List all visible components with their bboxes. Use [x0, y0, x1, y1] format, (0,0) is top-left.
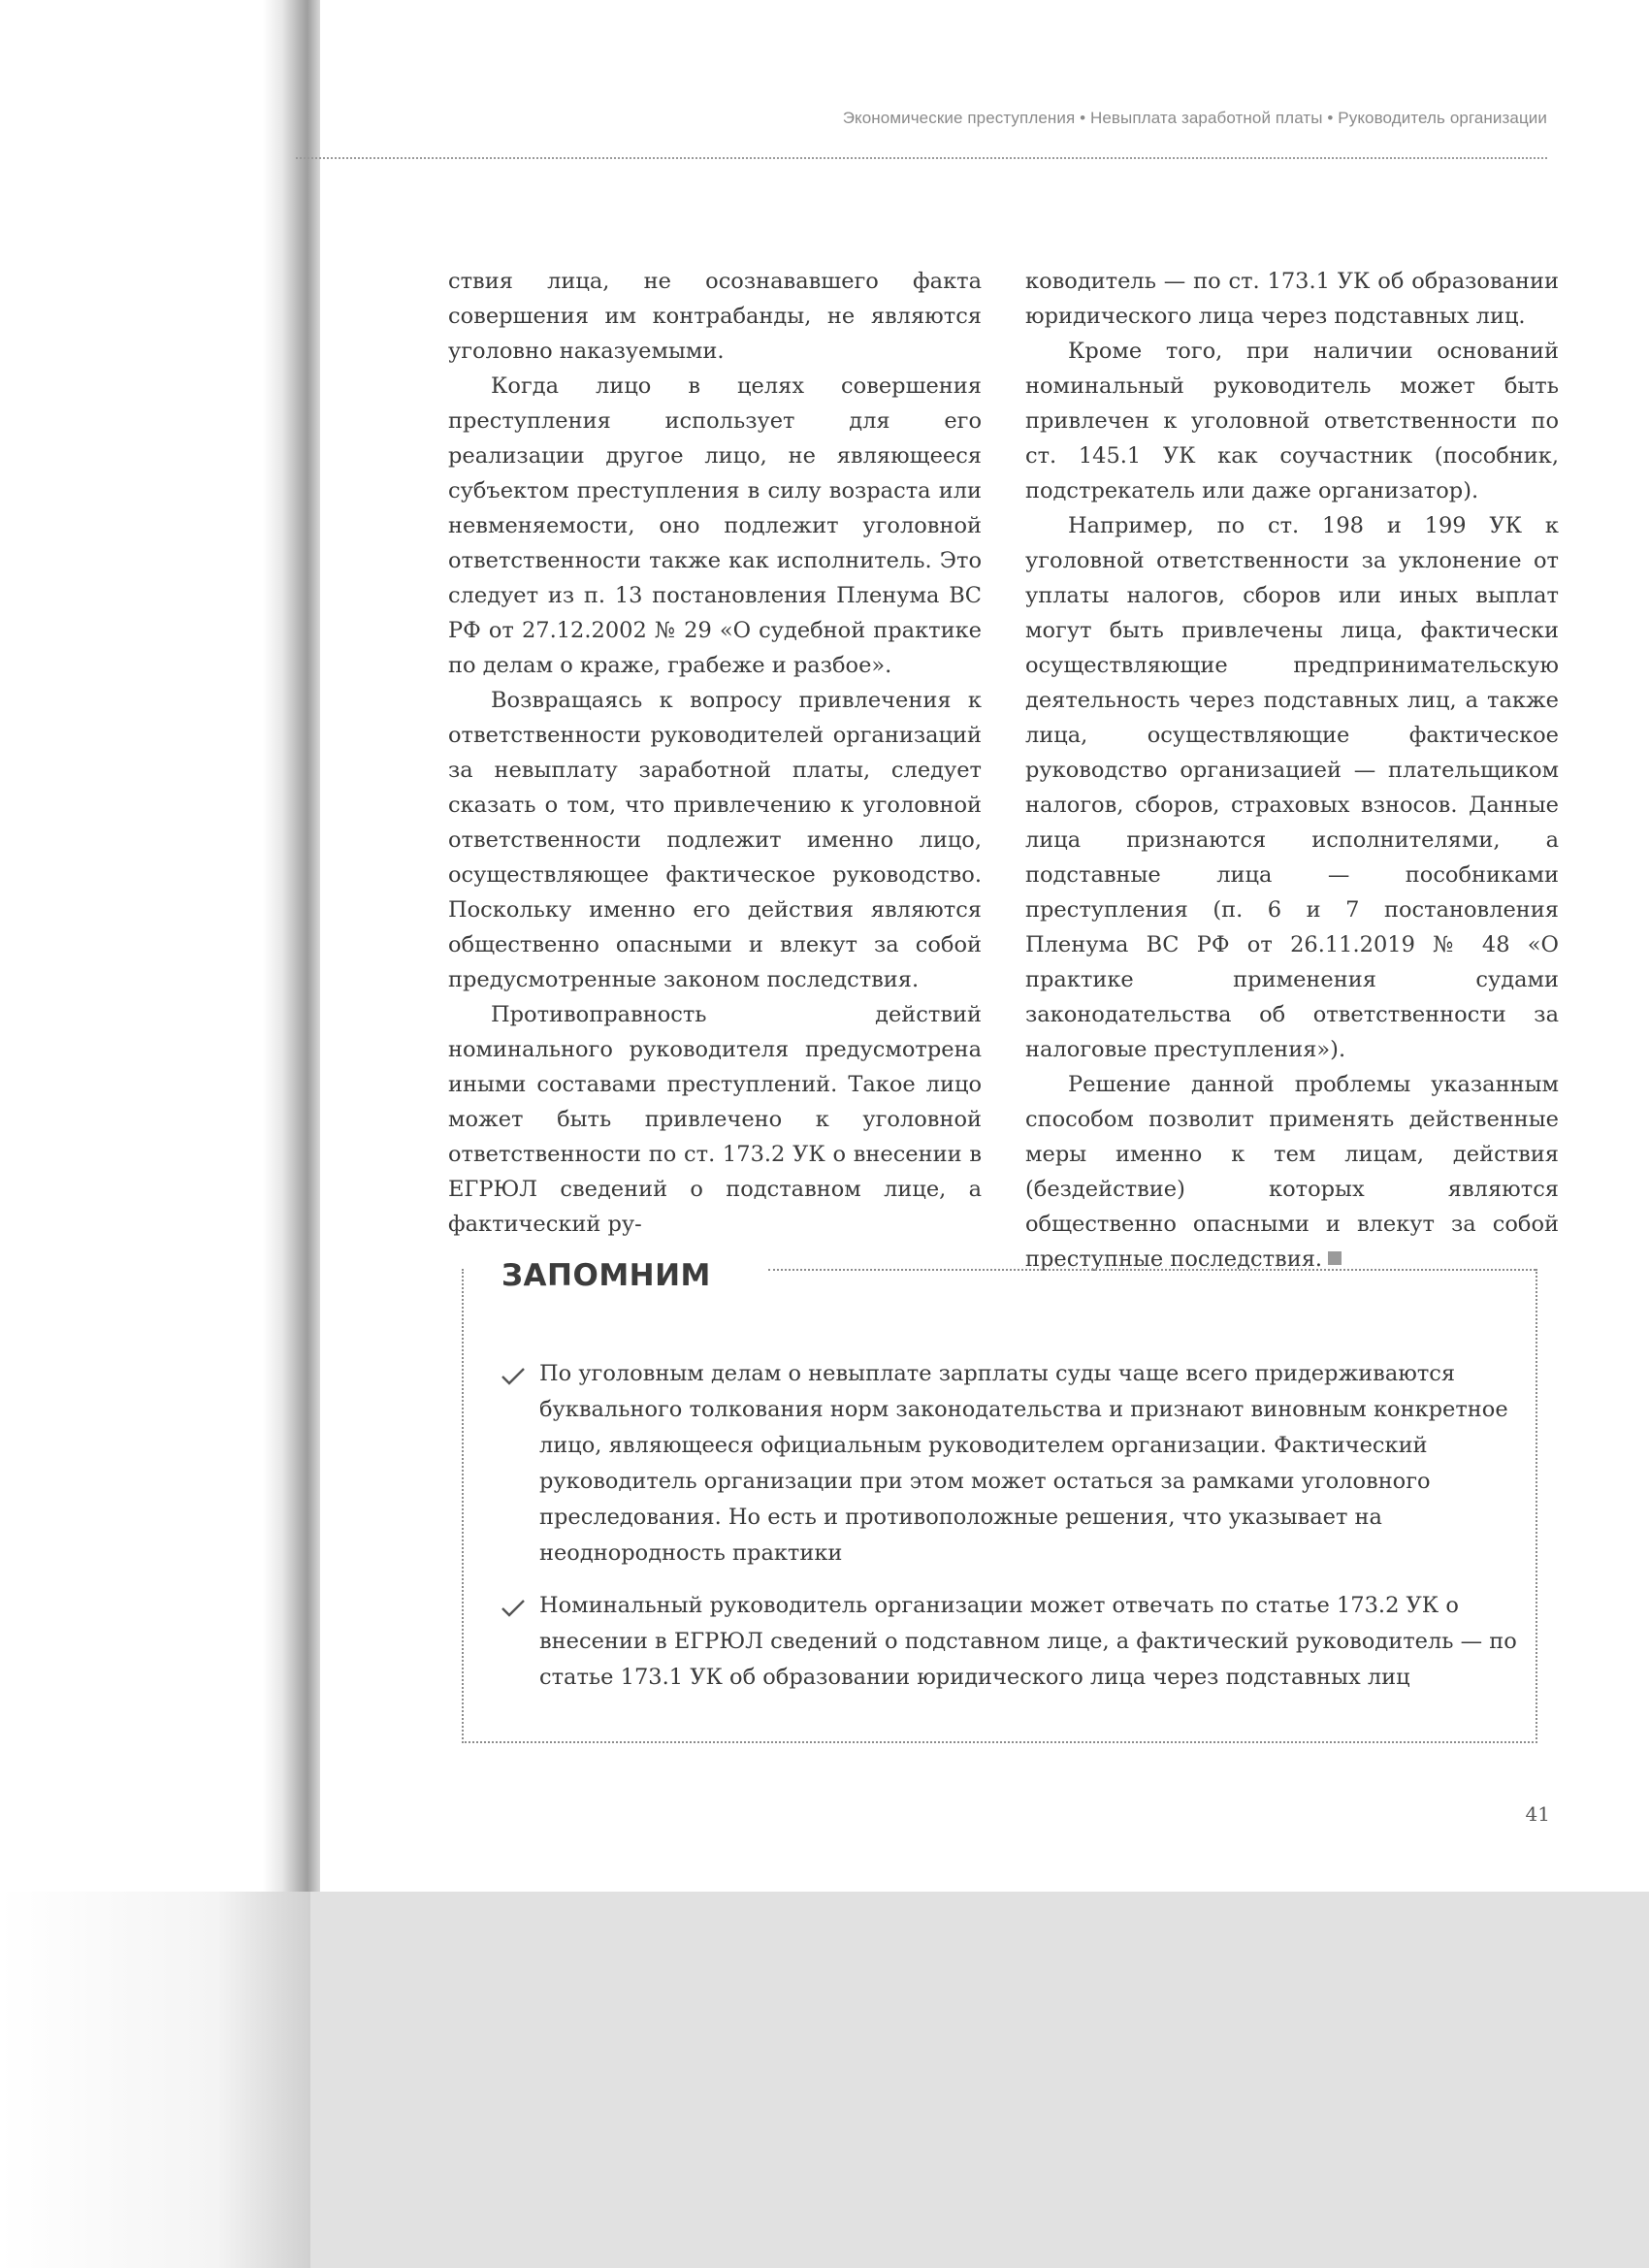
paragraph: Например, по ст. 198 и 199 УК к уголовной ответственности за уклонение от уплаты налогов, сборов или иных выплат могут быть привлечены лица, фактически осуществляющие предпринимательскую деятельность через подставных лиц, а также лица, осуществляющие фактическое руководство организацией — плательщиком налогов, сборов, страховых взносов. Данные лица признаются исполнителями, а подставные лица — пособниками преступления (п. 6 и 7 постановления Пленума ВС РФ от 26.11.2019 № 48 «О практике применения судами законодательства об ответственности за налоговые преступления»). — [1025, 513, 1559, 1062]
paragraph: ководитель — по ст. 173.1 УК об образовании юридического лица через подставных лиц. — [1025, 269, 1559, 329]
page-number: 41 — [1525, 1802, 1550, 1826]
scan-background — [0, 1892, 1649, 2268]
remember-title: ЗАПОМНИМ — [501, 1258, 711, 1293]
remember-box-top-border — [768, 1269, 1536, 1271]
paragraph: Противоправность действий номинального руководителя предусмотрена иными составами преступлений. Такое лицо может быть привлечено к уголовной ответственности по ст. 173.2 УК о внесении в ЕГРЮЛ сведений о подставном лице, а фактический ру- — [448, 1002, 982, 1237]
paragraph: Кроме того, при наличии оснований номинальный руководитель может быть привлечен к уголовной ответственности по ст. 145.1 УК как соучастник (пособник, подстрекатель или даже организатор). — [1025, 339, 1559, 503]
article-right-column — [1025, 264, 1559, 1277]
remember-item: По уголовным делам о невыплате зарплаты суды чаще всего придерживаются буквального толкования норм законодательства и признают виновным конкретное лицо, являющееся официальным руководителем организации. Фактический руководитель организации при этом может остаться за рамками уголовного преследования. Но есть и противоположные решения, что указывает на неоднородность практики — [539, 1361, 1508, 1566]
paragraph: Когда лицо в целях совершения преступления использует для его реализации другое лицо, не являющееся субъектом преступления в силу возраста или невменяемости, оно подлежит уголовной ответственности также как исполнитель. Это следует из п. 13 постановления Пленума ВС РФ от 27.12.2002 № 29 «О судебной практике по делам о краже, грабеже и разбое». — [448, 373, 982, 678]
checkmark-icon — [501, 1598, 526, 1619]
paragraph: Возвращаясь к вопросу привлечения к ответственности руководителей организаций за невыплату заработной платы, следует сказать о том, что привлечению к уголовной ответственности подлежит именно лицо, осуществляющее фактическое руководство. Поскольку именно его действия являются общественно опасными и влекут за собой предусмотренные законом последствия. — [448, 688, 982, 992]
paragraph-last — [1025, 1067, 1559, 1277]
end-square-icon — [1328, 1251, 1342, 1265]
paragraph-text: Решение данной проблемы указанным способом позволит применять действенные меры именно к тем лицам, действия (бездействие) которых являются общественно опасными и влекут за собой преступные последствия. — [1025, 1072, 1559, 1272]
paragraph: ствия лица, не осознававшего факта совершения им контрабанды, не являются уголовно наказуемыми. — [448, 269, 982, 364]
article-left-column — [448, 264, 982, 1242]
running-header: Экономические преступления • Невыплата заработной платы • Руководитель организации — [842, 109, 1547, 127]
header-divider — [296, 157, 1547, 159]
checkmark-icon — [501, 1366, 526, 1387]
remember-item: Номинальный руководитель организации может отвечать по статье 173.2 УК о внесении в ЕГРЮЛ сведений о подставном лице, а фактический руководитель — по статье 173.1 УК об образовании юридического лица через подставных лиц — [539, 1593, 1517, 1690]
